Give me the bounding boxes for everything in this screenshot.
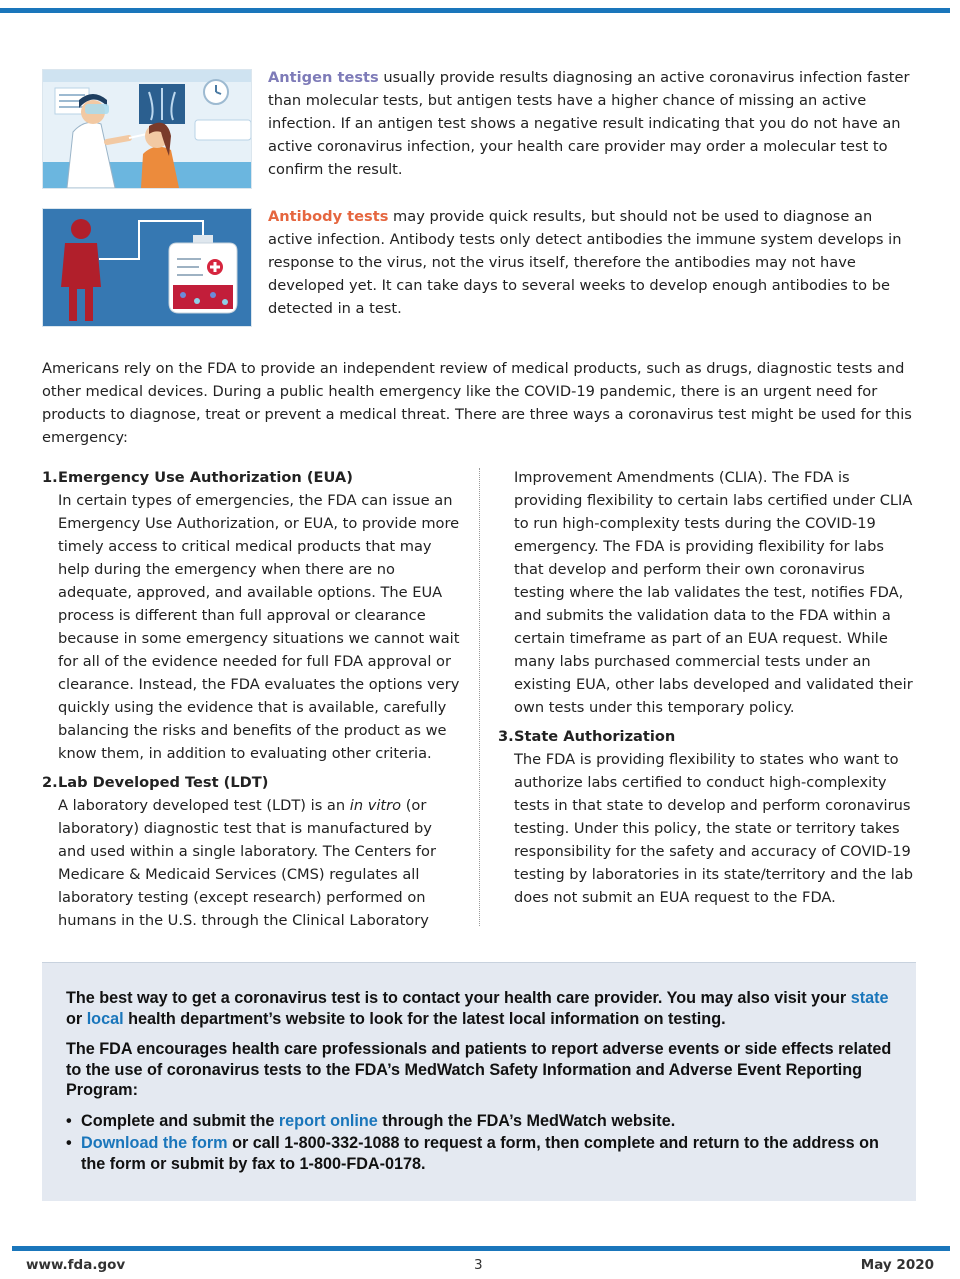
- page-number: 3: [474, 1257, 483, 1273]
- antigen-test-illustration: [42, 69, 252, 189]
- state-number: 3.: [498, 728, 514, 745]
- antibody-tests-keyword: Antibody tests: [268, 208, 389, 225]
- ldt-body-italic: in vitro: [349, 797, 402, 814]
- intro-paragraph: Americans rely on the FDA to provide an independent review of medical products, such as drugs, diagnostic tests and other medical devices. During a public health emergency like the COVID-19 pandemic, there is an urgent need for products to diagnose, treat or prevent a medical threat. There are three ways a coronavirus test might be used for this emergency:: [42, 360, 912, 446]
- callout-content: [66, 988, 901, 1174]
- left-column: [42, 466, 462, 932]
- column-divider: [479, 468, 480, 926]
- state-body: The FDA is providing flexibility to states who want to authorize labs certified to conduct high-complexity tests in that state to develop and perform coronavirus testing. Under this policy, the state or territory takes responsibility for the safety and accuracy of COVID-19 testing by laboratories in its state/territory and the lab does not submit an EUA request to the FDA.: [514, 751, 914, 906]
- state-heading: [498, 725, 918, 748]
- bullet-marker: •: [66, 1134, 72, 1152]
- bullet-text-start: Complete and submit the: [81, 1111, 279, 1130]
- callout-box: [42, 962, 916, 1201]
- state-link[interactable]: state: [850, 989, 889, 1007]
- callout-paragraph-2: The FDA encourages health care professionals and patients to report adverse events or side effects related to the use of coronavirus tests to the FDA’s MedWatch Safety Information and Adverse Event Reporting Program:: [66, 1040, 892, 1099]
- bullet-text-end: or call 1-800-332-1088 to request a form, then complete and return to the address on the form or submit by fax to 1-800-FDA-0178.: [81, 1134, 879, 1173]
- antigen-tests-paragraph: [268, 66, 918, 181]
- antibody-tests-paragraph: [268, 205, 918, 320]
- antigen-tests-keyword: Antigen tests: [268, 69, 379, 86]
- top-rule: [0, 8, 950, 13]
- callout-bullet: [66, 1133, 901, 1174]
- ldt-body-end: (or laboratory) diagnostic test that is manufactured by and used within a single laboratory. The Centers for Medicare & Medicaid Services (CMS) regulates all laboratory testing (except research) performed on humans in the U.S. through the Clinical Laboratory: [58, 797, 436, 929]
- bullet-marker: •: [66, 1111, 72, 1130]
- bullet-text: [81, 1133, 901, 1174]
- right-column: [498, 466, 918, 909]
- callout-text: health department’s website to look for the latest local information on testing.: [123, 1009, 726, 1028]
- bullet-text-end: through the FDA’s MedWatch website.: [377, 1111, 676, 1130]
- state-title: State Authorization: [514, 728, 676, 745]
- footer-url[interactable]: www.fda.gov: [26, 1257, 126, 1273]
- download-form-link[interactable]: Download the form: [81, 1134, 228, 1152]
- eua-body: In certain types of emergencies, the FDA can issue an Emergency Use Authorization, or EUA, to provide more timely access to critical medical products that may help during the emergency when there are no adequate, approved, and available options. The EUA process is different than full approval or clearance because in some emergency situations we cannot wait for all of the evidence needed for full FDA approval or clearance. Instead, the FDA evaluates the options very quickly using the evidence that is available, carefully balancing the risks and benefits of the product as we know them, in addition to evaluating other criteria.: [58, 492, 460, 762]
- antibody-tests-text: may provide quick results, but should not be used to diagnose an active infection. Antibody tests only detect antibodies the immune system develops in response to the virus, not the virus itself, therefore the antibodies may not have developed yet. It can take days to several weeks to develop enough antibodies to be detected in a test.: [268, 208, 902, 317]
- eua-heading: [42, 466, 462, 489]
- ldt-number: 2.: [42, 774, 58, 791]
- bullet-text: [81, 1111, 675, 1132]
- report-online-link[interactable]: report online: [278, 1111, 378, 1130]
- ldt-title: Lab Developed Test (LDT): [58, 774, 269, 791]
- callout-text: or: [66, 1009, 87, 1028]
- footer-date: May 2020: [860, 1257, 934, 1273]
- callout-paragraph-1: [66, 988, 901, 1029]
- ldt-heading: [42, 771, 462, 794]
- ldt-body: [42, 794, 462, 932]
- eua-title: Emergency Use Authorization (EUA): [58, 469, 353, 486]
- local-link[interactable]: local: [86, 1009, 124, 1028]
- callout-bullet: [66, 1111, 901, 1132]
- ldt-body-start: A laboratory developed test (LDT) is an: [58, 797, 350, 814]
- callout-text: The best way to get a coronavirus test is to contact your health care provider. You may also visit your: [66, 989, 851, 1007]
- antigen-tests-text: usually provide results diagnosing an active coronavirus infection faster than molecular tests, but antigen tests have a higher chance of missing an active infection. If an antigen test shows a negative result indicating that you do not have an active coronavirus infection, your health care provider may order a molecular test to confirm the result.: [268, 69, 910, 178]
- bottom-rule: [12, 1246, 950, 1251]
- antibody-test-illustration: [42, 208, 252, 327]
- ldt-body-continued: Improvement Amendments (CLIA). The FDA is providing flexibility to certain labs certified under CLIA to run high-complexity tests during the COVID-19 emergency. The FDA is providing flexibility for labs that develop and perform their own coronavirus testing where the lab validates the test, notifies FDA, and submits the validation data to the FDA within a certain timeframe as part of an EUA request. While many labs purchased commercial tests under an existing EUA, other labs developed and validated their own tests under this temporary policy.: [514, 469, 913, 716]
- eua-number: 1.: [42, 469, 58, 486]
